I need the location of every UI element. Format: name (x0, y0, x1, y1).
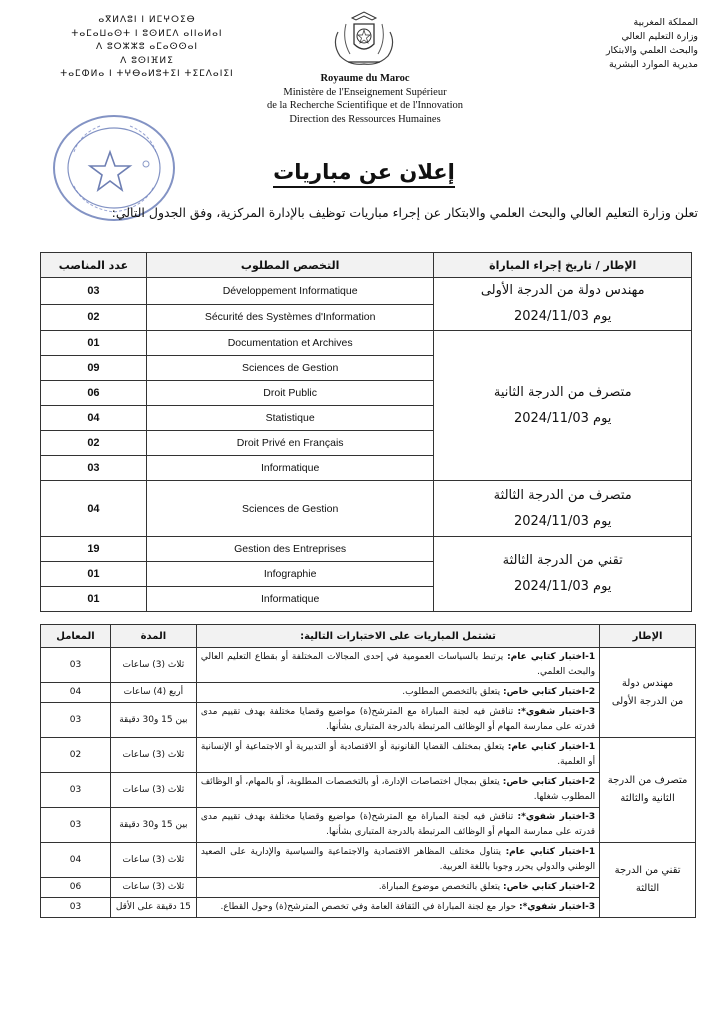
grade-cell (434, 278, 692, 331)
frame-line: من الدرجة الأولى (611, 695, 684, 707)
exam-description (196, 773, 599, 808)
duration-cell: ثلاث (3) ساعات (110, 738, 196, 773)
specialty-cell: Développement Informatique (146, 278, 434, 305)
coefficient-cell: 04 (41, 683, 111, 703)
posts-count-cell: 01 (41, 331, 147, 356)
specialty-cell: Droit Public (146, 381, 434, 406)
exam-label: 3-اختبار شفوي*: (517, 707, 596, 717)
coat-of-arms-emblem (326, 10, 402, 70)
header-line: ⵜⴰⵎⵀⵍⴰ ⵏ ⵜⵖⴱⴰⵍⵓⵜⵉⵏ ⵜⵉⵎⴷⴰⵏⵉⵏ (60, 69, 234, 79)
specialty-cell: Gestion des Entreprises (146, 537, 434, 562)
exam-text: يتعلق بالتخصص موضوع المباراة. (378, 882, 504, 892)
frame-line: الثانية والثالثة (620, 793, 675, 804)
posts-count-cell: 01 (41, 562, 147, 587)
posts-count-cell: 03 (41, 278, 147, 305)
coefficient-cell: 03 (41, 648, 111, 683)
specialty-cell: Sécurité des Systèmes d'Information (146, 304, 434, 331)
table-row (41, 773, 696, 808)
duration-cell: 15 دقيقة على الأقل (110, 898, 196, 918)
grade-cell (434, 331, 692, 481)
coefficient-cell: 06 (41, 878, 111, 898)
header-posts-count: عدد المناصب (41, 253, 147, 278)
header-line: مديرية الموارد البشرية (609, 59, 698, 70)
frame-line: تقني من الدرجة (614, 865, 681, 876)
posts-count-cell: 06 (41, 381, 147, 406)
exam-label: 2-اختبار كتابي خاص: (503, 882, 596, 892)
exam-label: 1-اختبار كتابي عام: (505, 847, 596, 857)
header-grade-date: الإطار / تاريخ إجراء المباراة (434, 253, 692, 278)
exam-text: يتعلق بمختلف القضايا القانونية أو الاقتصادية أو التدبيرية أو الاجتماعية أو الإنسانية أو العلمية. (200, 742, 596, 767)
exam-description (196, 898, 599, 918)
table-row (41, 481, 692, 537)
posts-count-cell: 02 (41, 304, 147, 331)
exam-date: يوم 2024/11/03 (513, 410, 612, 426)
tifinagh-header (52, 14, 242, 82)
duration-cell: بين 15 و30 دقيقة (110, 703, 196, 738)
specialty-cell: Sciences de Gestion (146, 481, 434, 537)
table-row (41, 648, 696, 683)
posts-count-cell: 02 (41, 431, 147, 456)
grade-name: متصرف من الدرجة الثالثة (493, 487, 632, 503)
specialty-cell: Documentation et Archives (146, 331, 434, 356)
positions-table (40, 252, 692, 612)
frame-cell (600, 843, 696, 918)
duration-cell: بين 15 و30 دقيقة (110, 808, 196, 843)
ministry-name: Ministère de l'Enseignement Supérieur (283, 86, 447, 98)
grade-cell (434, 537, 692, 612)
announcement-title: إعلان عن مباريات (0, 160, 728, 184)
exam-description (196, 648, 599, 683)
grade-cell (434, 481, 692, 537)
exam-date: يوم 2024/11/03 (513, 309, 612, 324)
header-line: ⴰⴳⵍⴷⵓⵏ ⵏ ⵍⵎⵖⵔⵉⴱ (98, 15, 196, 25)
exam-description (196, 878, 599, 898)
table-header-row (41, 625, 696, 648)
posts-count-cell: 19 (41, 537, 147, 562)
coefficient-cell: 02 (41, 738, 111, 773)
duration-cell: ثلاث (3) ساعات (110, 843, 196, 878)
exam-description (196, 683, 599, 703)
coefficient-cell: 03 (41, 773, 111, 808)
exam-text: يرتبط بالسياسات العمومية في إحدى المجالات المختلفة أو بقطاع التعليم العالي والبحث العلمي. (200, 652, 596, 677)
duration-cell: ثلاث (3) ساعات (110, 878, 196, 898)
table-row (41, 537, 692, 562)
grade-name: متصرف من الدرجة الثانية (493, 384, 632, 400)
posts-count-cell: 01 (41, 587, 147, 612)
exam-label: 2-اختبار كتابي خاص: (503, 687, 596, 697)
exam-label: 3-اختبار شفوي*: (518, 902, 596, 912)
exam-description (196, 843, 599, 878)
coefficient-cell: 04 (41, 843, 111, 878)
exam-text: تناقش فيه لجنة المباراة مع المترشح(ة) مواضيع وقضايا مختلفة بهدف تقييم مدى قدرته على ممارسة المهام أو الوظائف المرتبطة بالدرجة المتبارى بشأنها. (200, 812, 596, 837)
exam-text: حوار مع لجنة المباراة في الثقافة العامة وفي تخصص المترشح(ة) وحول القطاع. (220, 902, 519, 912)
exam-label: 2-اختبار كتابي خاص: (502, 777, 596, 787)
table-row (41, 683, 696, 703)
grade-name: مهندس دولة من الدرجة الأولى (480, 283, 645, 298)
exams-table (40, 624, 696, 918)
header-line: ⴷ ⵓⵙⵏⴼⵍⵉ (120, 55, 174, 66)
duration-cell: أربع (4) ساعات (110, 683, 196, 703)
ministry-name-cont: de la Recherche Scientifique et de l'Innovation (266, 100, 464, 111)
header-duration: المدة (110, 625, 196, 648)
directorate-name: Direction des Ressources Humaines (289, 113, 441, 125)
specialty-cell: Informatique (146, 587, 434, 612)
header-line: ⵜⴰⵎⴰⵡⴰⵙⵜ ⵏ ⵓⵙⵍⵎⴷ ⴰⵏⵏⴰⵍⴰⵏ (71, 28, 223, 39)
french-header (220, 72, 510, 126)
frame-line: متصرف من الدرجة (607, 775, 688, 786)
posts-count-cell: 03 (41, 456, 147, 481)
header-line: وزارة التعليم العالي (621, 31, 698, 42)
table-header-row (41, 253, 692, 278)
duration-cell: ثلاث (3) ساعات (110, 648, 196, 683)
table-row (41, 878, 696, 898)
header-line: والبحث العلمي والابتكار (605, 45, 698, 56)
specialty-cell: Sciences de Gestion (146, 356, 434, 381)
exam-text: تناقش فيه لجنة المباراة مع المترشح(ة) مواضيع وقضايا مختلفة بهدف تقييم مدى قدرته على ممارسة المهام أو الوظائف المرتبطة بالدرجة المتبارى بشأنها. (200, 707, 596, 732)
posts-count-cell: 04 (41, 481, 147, 537)
exam-label: 1-اختبار كتابي عام: (507, 742, 596, 752)
header-frame: الإطار (600, 625, 696, 648)
posts-count-cell: 04 (41, 406, 147, 431)
coefficient-cell: 03 (41, 703, 111, 738)
frame-cell (600, 738, 696, 843)
specialty-cell: Infographie (146, 562, 434, 587)
grade-name: تقني من الدرجة الثالثة (502, 553, 623, 568)
exam-label: 3-اختبار شفوي*: (517, 812, 596, 822)
coefficient-cell: 03 (41, 898, 111, 918)
coefficient-cell: 03 (41, 808, 111, 843)
header-exams: تشتمل المباريات على الاختبارات التالية: (196, 625, 599, 648)
kingdom-name: Royaume du Maroc (320, 73, 410, 84)
table-row (41, 898, 696, 918)
exam-text: يتعلق بالتخصص المطلوب. (402, 687, 504, 697)
frame-cell (600, 648, 696, 738)
header-line: ⴷ ⵓⵔⵣⵣⵓ ⴰⵎⴰⵙⵙⴰⵏ (95, 42, 199, 52)
duration-cell: ثلاث (3) ساعات (110, 773, 196, 808)
exam-date: يوم 2024/11/03 (513, 579, 612, 594)
exam-description (196, 808, 599, 843)
specialty-cell: Informatique (146, 456, 434, 481)
header-coefficient: المعامل (41, 625, 111, 648)
arabic-header (548, 16, 698, 72)
frame-line: الثالثة (635, 883, 660, 894)
exam-description (196, 703, 599, 738)
table-row (41, 843, 696, 878)
specialty-cell: Droit Privé en Français (146, 431, 434, 456)
table-row (41, 808, 696, 843)
table-row (41, 738, 696, 773)
header-line: المملكة المغربية (633, 17, 698, 28)
exam-text: يتعلق بمجال اختصاصات الإدارة، أو بالتخصصات المطلوبة، أو بالمهام، أو الوظائف المطلوب شغلها. (200, 777, 596, 802)
table-row (41, 703, 696, 738)
exam-date: يوم 2024/11/03 (513, 513, 612, 529)
exam-label: 1-اختبار كتابي عام: (507, 652, 596, 662)
posts-count-cell: 09 (41, 356, 147, 381)
table-row (41, 278, 692, 305)
specialty-cell: Statistique (146, 406, 434, 431)
header-specialty: التخصص المطلوب (146, 253, 434, 278)
exam-text: يتناول مختلف المظاهر الاقتصادية والاجتماعية والسياسية والإدارية على الصعيد الوطني والدولي يحرر وجوبا باللغة العربية. (200, 847, 596, 872)
frame-line: مهندس دولة (621, 677, 674, 689)
intro-paragraph: تعلن وزارة التعليم العالي والبحث العلمي والابتكار عن إجراء مباريات توظيف بالإدارة المركزية، وفق الجدول التالي: (111, 205, 698, 220)
table-row (41, 331, 692, 356)
exam-description (196, 738, 599, 773)
